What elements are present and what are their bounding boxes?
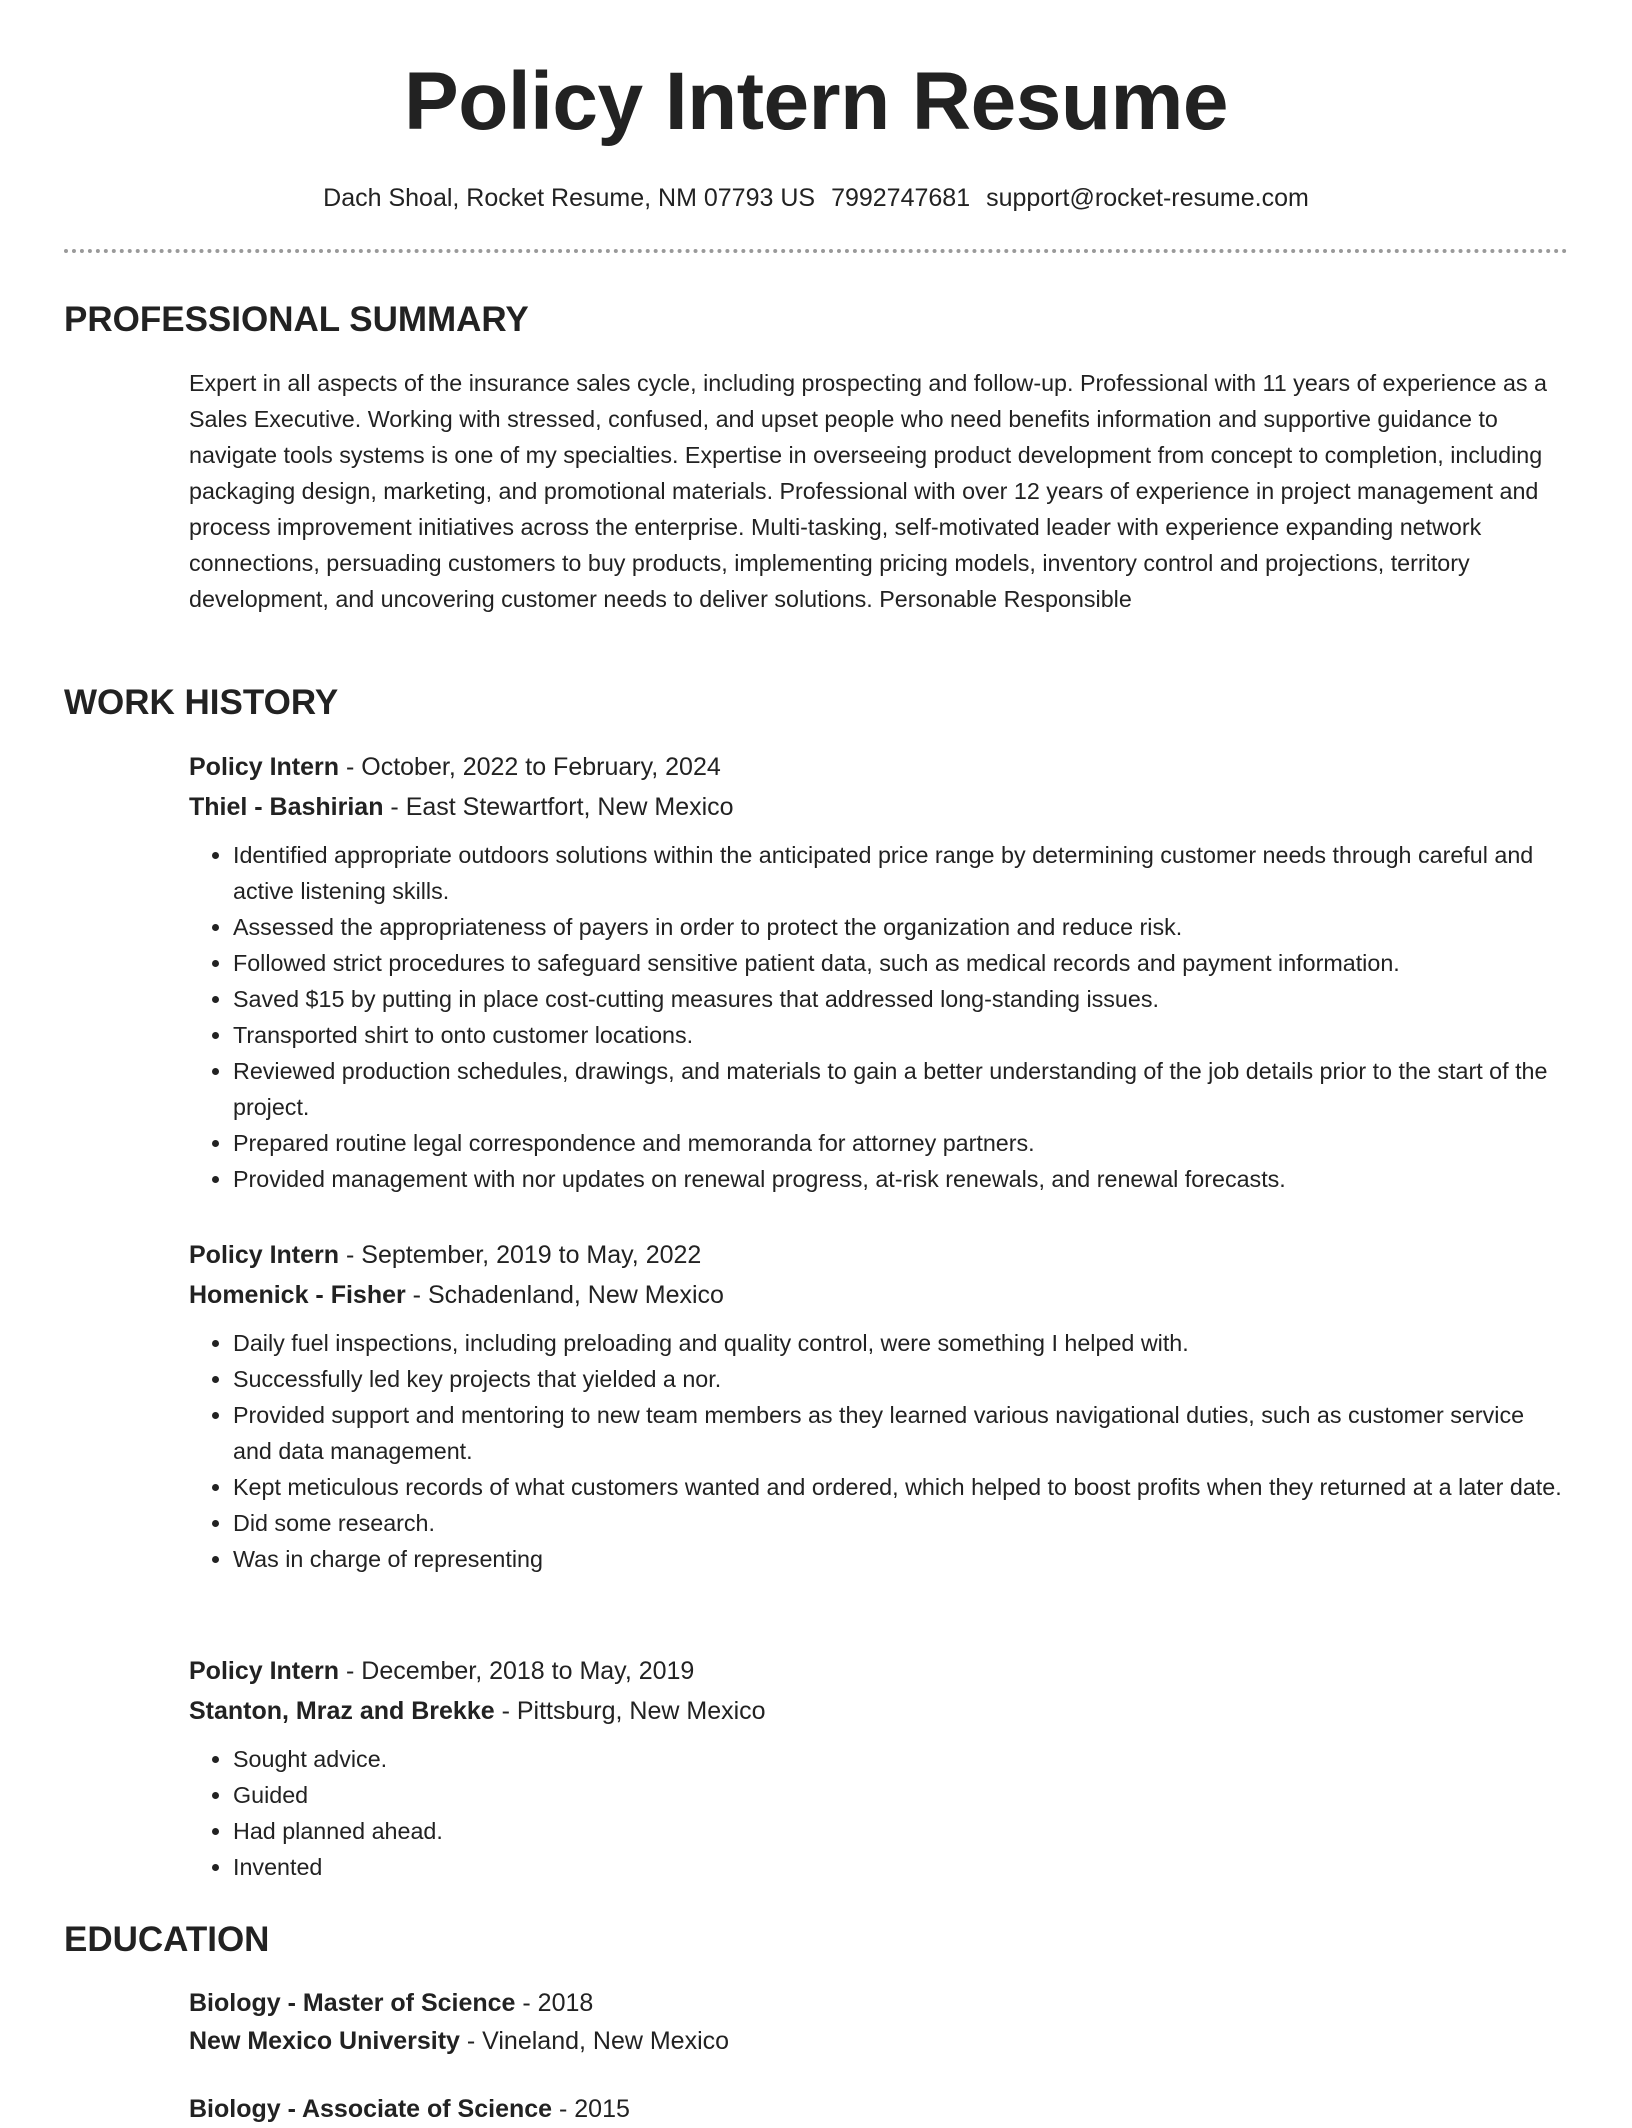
degree-line <box>189 1984 1569 2022</box>
job-entry <box>189 1651 1569 1885</box>
school-location: - Vineland, New Mexico <box>459 2027 730 2055</box>
summary-text: Expert in all aspects of the insurance sales cycle, including prospecting and follow-up. Professional with 11 years of experience as a Sales Executive. Working with stressed, confused, and upset people who need benefits information and supportive guidance to navigate tools systems is one of my specialties. Expertise in overseeing product development from concept to completion, including packaging design, marketing, and promotional materials. Professional with over 12 years of experience in project management and process improvement initiatives across the enterprise. Multi-tasking, self-motivated leader with experience expanding network connections, persuading customers to buy products, implementing pricing models, inventory control and projections, territory development, and uncovering customer needs to deliver solutions. Personable Responsible <box>189 370 1547 612</box>
contact-line <box>64 182 1568 214</box>
duty-item: • Had planned ahead. <box>233 1813 1569 1849</box>
job-company: Thiel - Bashirian <box>189 793 384 821</box>
duty-item: • Identified appropriate outdoors solutions within the anticipated price range by determining customer needs through careful and active listening skills. <box>233 837 1569 909</box>
degree-line <box>189 2090 1569 2128</box>
job-title: Policy Intern <box>189 753 340 781</box>
duty-item: • Kept meticulous records of what customers wanted and ordered, which helped to boost profits when they returned at a later date. <box>233 1469 1569 1505</box>
job-company-line <box>189 1275 1569 1315</box>
duties-list <box>189 1325 1569 1577</box>
degree-name: Biology - Associate of Science <box>189 2095 553 2123</box>
duties-list <box>189 837 1569 1197</box>
degree-name: Biology - Master of Science <box>189 1989 516 2017</box>
duty-item: • Transported shirt to onto customer locations. <box>233 1017 1569 1053</box>
summary-heading: PROFESSIONAL SUMMARY <box>64 300 529 339</box>
job-location: - Schadenland, New Mexico <box>405 1281 724 1309</box>
job-dates: - October, 2022 to February, 2024 <box>339 753 721 781</box>
job-title-line <box>189 1651 1569 1691</box>
school-line <box>189 2022 1569 2060</box>
duty-item: • Daily fuel inspections, including preloading and quality control, were something I helped with. <box>233 1325 1569 1361</box>
job-company: Homenick - Fisher <box>189 1281 406 1309</box>
duty-item: • Was in charge of representing <box>233 1541 1569 1577</box>
job-entry <box>189 747 1569 1197</box>
job-title: Policy Intern <box>189 1657 340 1685</box>
job-title-line <box>189 1235 1569 1275</box>
job-title-line <box>189 747 1569 787</box>
degree-year: - 2018 <box>515 1989 594 2017</box>
education-entry <box>189 2090 1569 2128</box>
duty-item: • Provided management with nor updates on renewal progress, at-risk renewals, and renewal forecasts. <box>233 1161 1569 1197</box>
duty-item: • Provided support and mentoring to new team members as they learned various navigational duties, such as customer service and data management. <box>233 1397 1569 1469</box>
duty-item: • Successfully led key projects that yielded a nor. <box>233 1361 1569 1397</box>
job-company: Stanton, Mraz and Brekke <box>189 1697 495 1725</box>
duty-item: • Reviewed production schedules, drawings, and materials to gain a better understanding of the job details prior to the start of the project. <box>233 1053 1569 1125</box>
job-location: - East Stewartfort, New Mexico <box>383 793 734 821</box>
job-location: - Pittsburg, New Mexico <box>494 1697 766 1725</box>
duty-item: • Did some research. <box>233 1505 1569 1541</box>
job-company-line <box>189 1691 1569 1731</box>
duty-item: • Saved $15 by putting in place cost-cutting measures that addressed long-standing issues. <box>233 981 1569 1017</box>
job-entry <box>189 1235 1569 1577</box>
email-text: support@rocket-resume.com <box>986 184 1309 212</box>
duties-list <box>189 1741 1569 1885</box>
education-heading: EDUCATION <box>64 1920 270 1959</box>
duty-item: • Assessed the appropriateness of payers in order to protect the organization and reduce risk. <box>233 909 1569 945</box>
job-title: Policy Intern <box>189 1241 340 1269</box>
duty-item: • Prepared routine legal correspondence and memoranda for attorney partners. <box>233 1125 1569 1161</box>
resume-title: Policy Intern Resume <box>404 56 1228 147</box>
job-dates: - September, 2019 to May, 2022 <box>339 1241 702 1269</box>
work-history-heading: WORK HISTORY <box>64 683 339 722</box>
duty-item: • Guided <box>233 1777 1569 1813</box>
degree-year: - 2015 <box>552 2095 630 2123</box>
phone-text: 7992747681 <box>831 184 971 212</box>
header-divider <box>64 249 1568 253</box>
school-name: New Mexico University <box>189 2027 460 2055</box>
job-dates: - December, 2018 to May, 2019 <box>339 1657 695 1685</box>
duty-item: • Sought advice. <box>233 1741 1569 1777</box>
job-company-line <box>189 787 1569 827</box>
duty-item: • Followed strict procedures to safeguard sensitive patient data, such as medical records and payment information. <box>233 945 1569 981</box>
education-entry <box>189 1984 1569 2060</box>
address-text: Dach Shoal, Rocket Resume, NM 07793 US <box>323 184 816 212</box>
duty-item: • Invented <box>233 1849 1569 1885</box>
summary-section <box>189 365 1569 617</box>
